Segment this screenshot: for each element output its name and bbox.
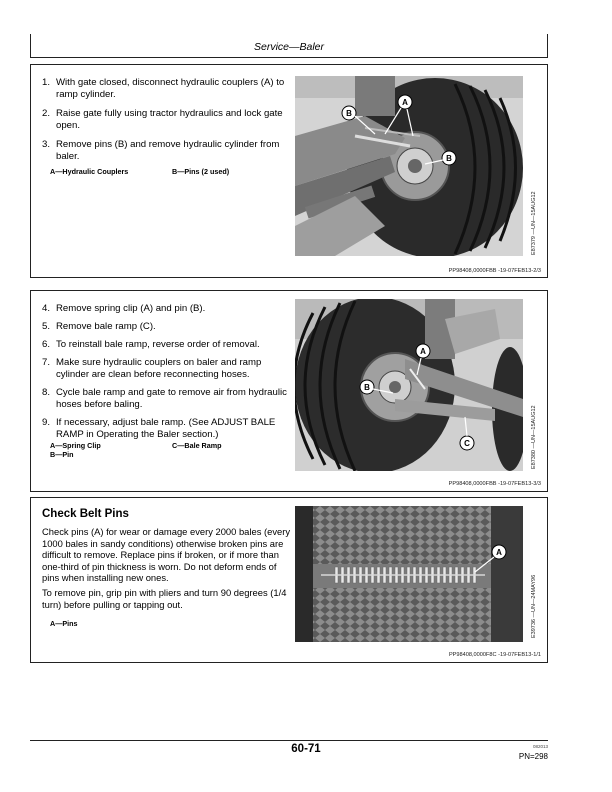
svg-text:B: B [346,109,352,118]
photo-wheel-cylinder [295,76,523,256]
legend-b: B—Pins (2 used) [172,167,230,176]
step-item: 5. Remove bale ramp (C). [42,321,156,332]
footer-rule [30,740,548,741]
legend-a: A—Spring Clip [50,441,101,450]
paragraph-inspection: Check pins (A) for wear or damage every 2000 bales (every 1000 bales in sandy conditions) otherwise broken pins are difficult to remove. Replace pins if broken, or if more than one-third of pin thickness is worn. Do not deform ends of pins when installing new ones. [42,526,291,583]
image-code: E87379 —UN—15AUG12 [531,191,537,255]
step-item: 6. To reinstall bale ramp, reverse order of removal. [42,339,260,350]
step-item: 9. If necessary, adjust bale ramp. (See ADJUST BALE RAMP in Operating the Baler section.) [42,417,276,440]
svg-text:B: B [446,154,452,163]
footer-code: PP98408,0000F8C -19-07FEB13-1/1 [448,652,541,658]
step-item: 1. With gate closed, disconnect hydraulic couplers (A) to ramp cylinder. [42,77,285,100]
svg-text:A: A [402,98,408,107]
photo-belt-pins [295,506,523,642]
steps-list [42,303,288,447]
footer-code: PP98408,0000FBB -19-07FEB13-3/3 [448,481,541,487]
svg-text:A: A [496,548,502,557]
legend-a: A—Pins [50,619,78,628]
photo-bale-ramp [295,299,523,471]
section-title: Check Belt Pins [42,508,129,520]
page-pn: PN=298 [518,752,548,761]
steps-list [42,77,288,170]
header-title: Service—Baler [253,41,325,53]
panel-hydraulic-cylinder [30,64,548,278]
panel-bale-ramp [30,290,548,492]
step-item: 8. Cycle bale ramp and gate to remove air from hydraulic hoses before baling. [42,387,287,410]
small-code: 082013 [532,744,548,749]
svg-text:B: B [364,383,370,392]
step-item: 4. Remove spring clip (A) and pin (B). [42,303,206,314]
step-item: 2. Raise gate fully using tractor hydraulics and lock gate open. [42,108,283,131]
svg-text:A: A [420,347,426,356]
image-code: E39736 —UN—24MAY96 [531,574,537,638]
legend-c: C—Bale Ramp [172,441,222,450]
page-number: 60-71 [291,743,321,755]
footer-code: PP98408,0000FBB -19-07FEB13-2/3 [448,268,541,274]
legend-b: B—Pin [50,450,74,459]
panel-check-belt-pins [30,497,548,663]
paragraph-removal: To remove pin, grip pin with pliers and turn 90 degrees (1/4 turn) before pulling or tapping out. [42,587,287,610]
image-code: E87380 —UN—15AUG12 [531,405,537,469]
page-header [30,34,548,58]
svg-text:C: C [464,439,470,448]
step-item: 3. Remove pins (B) and remove hydraulic cylinder from baler. [42,139,280,162]
step-item: 7. Make sure hydraulic couplers on baler and ramp cylinder are clean before reconnecting hoses. [42,357,262,380]
legend-a: A—Hydraulic Couplers [50,167,129,176]
